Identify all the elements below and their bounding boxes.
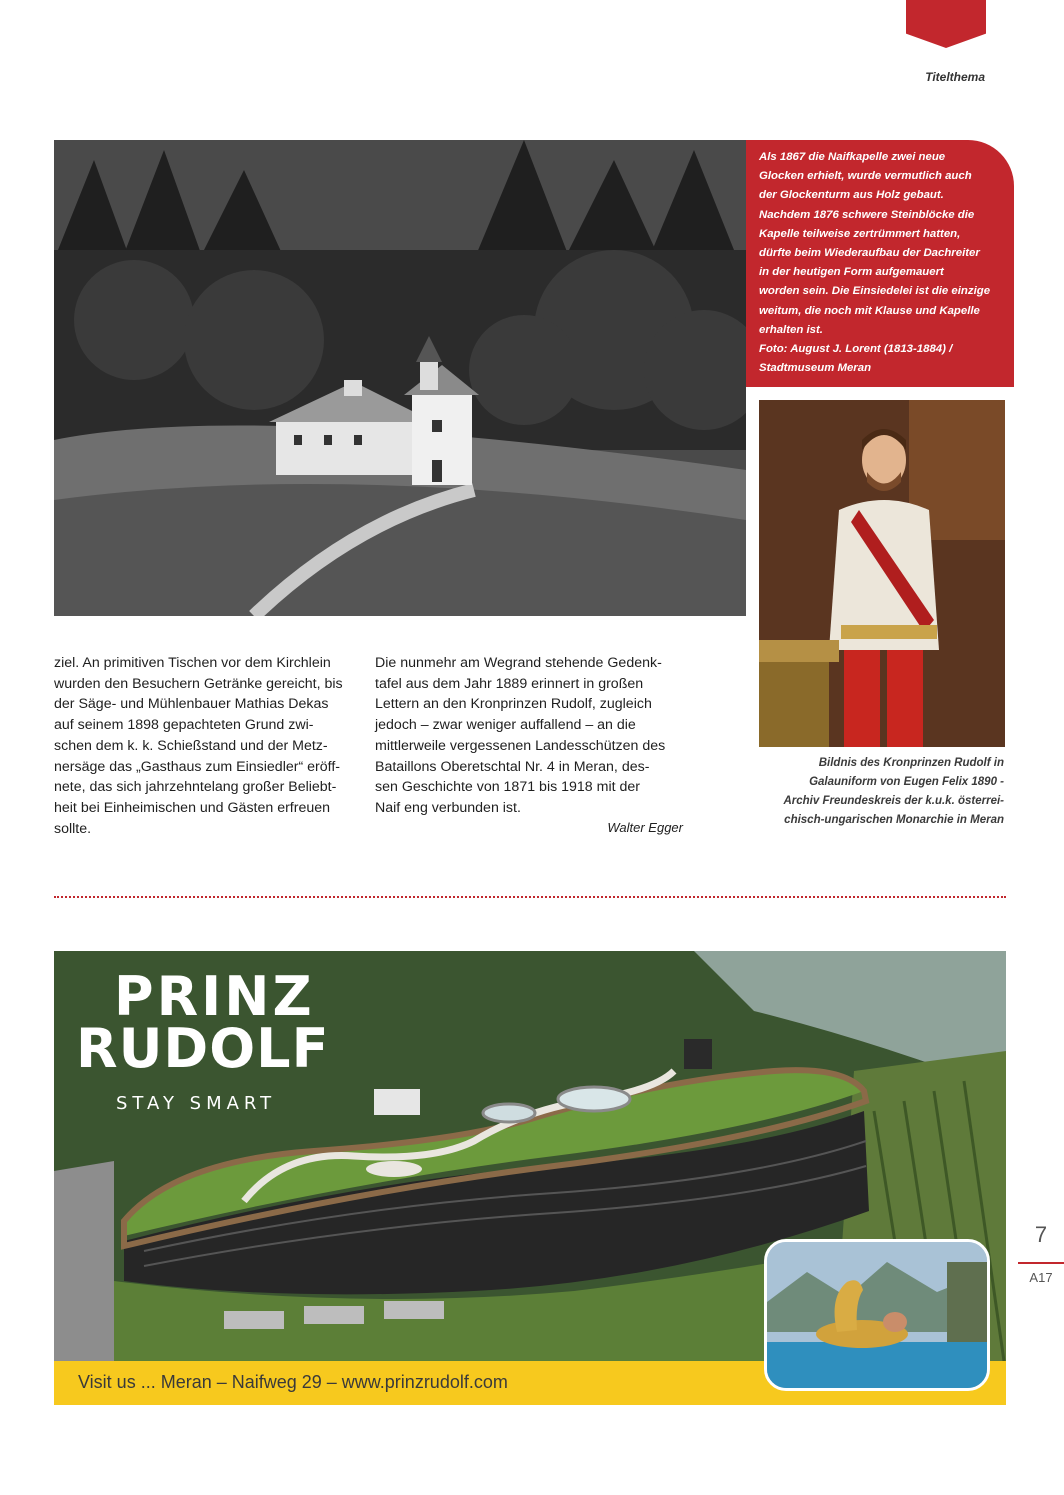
portrait-caption-line: Galauniform von Eugen Felix 1890 -	[809, 776, 1004, 788]
article-line: sen Geschichte von 1871 bis 1918 mit der	[375, 779, 640, 796]
caption-line: Kapelle teilweise zertrümmert hatten,	[759, 227, 961, 240]
article-line: Bataillons Oberetschtal Nr. 4 in Meran, des-	[375, 758, 650, 775]
article-line: heit bei Einheimischen und Gästen erfreuen	[54, 799, 331, 816]
caption-line: weitum, die noch mit Klause und Kapelle	[759, 304, 980, 317]
chapel-illustration	[54, 140, 746, 616]
portrait-caption-line: Archiv Freundeskreis der k.u.k. österrei-	[783, 795, 1004, 807]
brand-logo-line-1: PRINZ	[114, 965, 315, 1028]
caption-line: in der heutigen Form aufgemauert	[759, 266, 944, 279]
portrait-caption	[746, 754, 1004, 830]
caption-line: Als 1867 die Naifkapelle zwei neue	[759, 151, 946, 163]
article-line: nersäge das „Gasthaus zum Einsiedler“ eröff-	[54, 758, 340, 775]
brand-tagline: STAY SMART	[116, 1093, 277, 1114]
article-line: wurden den Besuchern Getränke gereicht, bis	[54, 675, 343, 692]
article-line: nete, das sich jahrzehntelang großer Beliebt-	[54, 779, 337, 796]
section-label: Titelthema	[925, 70, 985, 84]
caption-line: Nachdem 1876 schwere Steinblöcke die	[759, 208, 975, 221]
pool-illustration	[767, 1242, 987, 1388]
caption-line: Foto: August J. Lorent (1813-1884) /	[759, 343, 953, 356]
article-line: jedoch – zwar weniger auffallend – an die	[375, 717, 636, 734]
page-code: A17	[1029, 1270, 1053, 1285]
caption-line: dürfte beim Wiederaufbau der Dachreiter	[759, 247, 980, 260]
article-line: sollte.	[54, 820, 92, 837]
article-line: der Säge- und Mühlenbauer Mathias Dekas	[54, 696, 329, 713]
article-column-2	[375, 653, 685, 819]
pool-inset-image	[764, 1239, 990, 1391]
portrait-caption-line: Bildnis des Kronprinzen Rudolf in	[818, 757, 1004, 769]
article-line: ziel. An primitiven Tischen vor dem Kirchlein	[54, 655, 331, 671]
portrait-illustration	[759, 400, 1005, 747]
caption-line: Glocken erhielt, wurde vermutlich auch	[759, 170, 972, 183]
article-column-1	[54, 653, 364, 839]
article-line: auf seinem 1898 gepachteten Grund zwi-	[54, 717, 314, 734]
article-line: Lettern an den Kronprinzen Rudolf, zugleich	[375, 696, 652, 713]
photo-caption-box	[746, 140, 1014, 387]
page-number: 7	[1034, 1222, 1048, 1247]
page-number-rule	[1018, 1262, 1064, 1264]
article-line: Die nunmehr am Wegrand stehende Gedenk-	[375, 655, 662, 671]
article-line: mittlerweile vergessenen Landesschützen des	[375, 737, 666, 754]
section-tab	[906, 0, 986, 48]
portrait-image	[759, 400, 1005, 747]
hotel-advertisement[interactable]	[54, 951, 1006, 1405]
article-line: schen dem k. k. Schießstand und der Metz-	[54, 737, 328, 754]
caption-line: worden sein. Die Einsiedelei ist die einzige	[759, 285, 991, 298]
caption-line: Stadtmuseum Meran	[759, 362, 872, 375]
caption-line: erhalten ist.	[759, 323, 823, 336]
dotted-separator	[54, 896, 1006, 898]
chapel-photo	[54, 140, 746, 616]
ad-footer-text[interactable]: Visit us ... Meran – Naifweg 29 – www.prinzrudolf.com	[78, 1372, 508, 1392]
article-author: Walter Egger	[607, 820, 683, 835]
article-line: tafel aus dem Jahr 1889 erinnert in großen	[375, 675, 644, 692]
brand-logo-line-2: RUDOLF	[76, 1017, 330, 1080]
article-line: Naif eng verbunden ist.	[375, 799, 521, 816]
portrait-caption-line: chisch-ungarischen Monarchie in Meran	[784, 814, 1004, 826]
caption-line: der Glockenturm aus Holz gebaut.	[759, 189, 944, 202]
